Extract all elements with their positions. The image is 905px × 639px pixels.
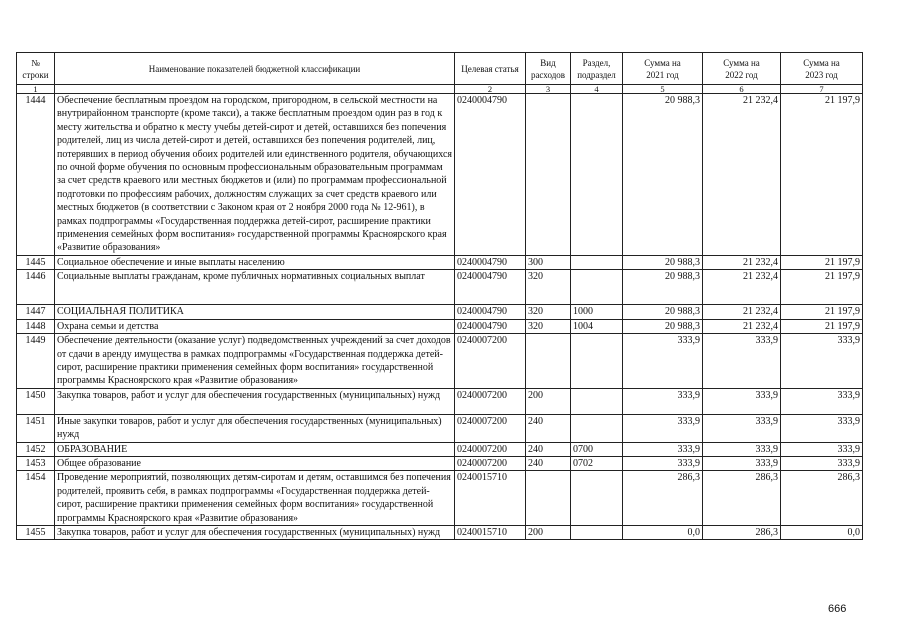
sum-2022-cell: 21 232,4 <box>703 319 781 333</box>
sum-2021-cell: 20 988,3 <box>623 255 703 269</box>
sum-2023-cell: 21 197,9 <box>781 319 863 333</box>
table-row <box>17 388 863 414</box>
sum-2021-cell: 333,9 <box>623 442 703 456</box>
sum-2022-cell: 333,9 <box>703 414 781 442</box>
header-sum-2022: Сумма на 2022 год <box>703 53 781 85</box>
sum-2021-cell: 333,9 <box>623 388 703 414</box>
col-number <box>55 85 455 94</box>
sum-2023-cell: 286,3 <box>781 471 863 526</box>
table-row <box>17 471 863 526</box>
table-header-row <box>17 53 863 85</box>
sum-2021-cell: 333,9 <box>623 334 703 389</box>
target-article-cell: 0240004790 <box>455 270 526 305</box>
sum-2022-cell: 333,9 <box>703 442 781 456</box>
sum-2023-cell: 333,9 <box>781 414 863 442</box>
sum-2021-cell: 333,9 <box>623 414 703 442</box>
indicator-name-cell: СОЦИАЛЬНАЯ ПОЛИТИКА <box>55 305 455 319</box>
row-number-cell: 1450 <box>17 388 55 414</box>
row-number-cell: 1455 <box>17 525 55 539</box>
header-target: Целевая статья <box>455 53 526 85</box>
row-number-cell: 1451 <box>17 414 55 442</box>
expense-type-cell: 200 <box>526 525 571 539</box>
col-number: 3 <box>526 85 571 94</box>
sum-2023-cell: 21 197,9 <box>781 305 863 319</box>
section-cell <box>571 388 623 414</box>
row-number-cell: 1447 <box>17 305 55 319</box>
target-article-cell: 0240007200 <box>455 334 526 389</box>
section-cell <box>571 255 623 269</box>
table-row <box>17 442 863 456</box>
target-article-cell: 0240007200 <box>455 456 526 470</box>
expense-type-cell: 320 <box>526 319 571 333</box>
section-cell <box>571 471 623 526</box>
table-row <box>17 319 863 333</box>
page-number: 666 <box>828 603 847 615</box>
target-article-cell: 0240004790 <box>455 255 526 269</box>
header-sum-2021: Сумма на 2021 год <box>623 53 703 85</box>
header-row-no: № строки <box>17 53 55 85</box>
indicator-name-cell: Проведение мероприятий, позволяющих детям-сиротам и детям, оставшимся без попечения родителей, проявить себя, в рамках подпрограммы «Государственная поддержка детей-сирот, расширение практики применения семейных форм воспитания» государственной программы Красноярского края «Развитие образования» <box>55 471 455 526</box>
sum-2022-cell: 286,3 <box>703 471 781 526</box>
sum-2022-cell: 333,9 <box>703 388 781 414</box>
sum-2021-cell: 333,9 <box>623 456 703 470</box>
sum-2022-cell: 286,3 <box>703 525 781 539</box>
indicator-name-cell: Социальные выплаты гражданам, кроме публичных нормативных социальных выплат <box>55 270 455 305</box>
target-article-cell: 0240015710 <box>455 525 526 539</box>
indicator-name-cell: ОБРАЗОВАНИЕ <box>55 442 455 456</box>
indicator-name-cell: Общее образование <box>55 456 455 470</box>
sum-2023-cell: 333,9 <box>781 334 863 389</box>
sum-2023-cell: 21 197,9 <box>781 255 863 269</box>
table-row <box>17 305 863 319</box>
row-number-cell: 1445 <box>17 255 55 269</box>
section-cell: 1000 <box>571 305 623 319</box>
section-cell <box>571 334 623 389</box>
col-number: 1 <box>17 85 55 94</box>
sum-2022-cell: 21 232,4 <box>703 94 781 256</box>
table-row <box>17 456 863 470</box>
section-cell <box>571 525 623 539</box>
column-numbers-row <box>17 85 863 94</box>
row-number-cell: 1444 <box>17 94 55 256</box>
table-row <box>17 525 863 539</box>
col-number: 7 <box>781 85 863 94</box>
col-number: 6 <box>703 85 781 94</box>
header-exp-type: Вид расходов <box>526 53 571 85</box>
section-cell: 0702 <box>571 456 623 470</box>
sum-2023-cell: 333,9 <box>781 456 863 470</box>
section-cell <box>571 94 623 256</box>
table-row <box>17 270 863 305</box>
expense-type-cell: 300 <box>526 255 571 269</box>
row-number-cell: 1454 <box>17 471 55 526</box>
sum-2022-cell: 21 232,4 <box>703 255 781 269</box>
indicator-name-cell: Иные закупки товаров, работ и услуг для обеспечения государственных (муниципальных) нужд <box>55 414 455 442</box>
section-cell <box>571 414 623 442</box>
expense-type-cell: 320 <box>526 270 571 305</box>
header-sum-2023: Сумма на 2023 год <box>781 53 863 85</box>
sum-2022-cell: 333,9 <box>703 456 781 470</box>
section-cell <box>571 270 623 305</box>
sum-2023-cell: 21 197,9 <box>781 270 863 305</box>
col-number: 4 <box>571 85 623 94</box>
section-cell: 1004 <box>571 319 623 333</box>
target-article-cell: 0240007200 <box>455 414 526 442</box>
target-article-cell: 0240004790 <box>455 305 526 319</box>
expense-type-cell: 240 <box>526 442 571 456</box>
sum-2022-cell: 21 232,4 <box>703 305 781 319</box>
target-article-cell: 0240004790 <box>455 319 526 333</box>
target-article-cell: 0240007200 <box>455 442 526 456</box>
indicator-name-cell: Обеспечение деятельности (оказание услуг) подведомственных учреждений за счет доходов от сдачи в аренду имущества в рамках подпрограммы «Государственная поддержка детей-сирот, расширение практики применения семейных форм воспитания» государственной программы Красноярского края «Развитие образования» <box>55 334 455 389</box>
target-article-cell: 0240015710 <box>455 471 526 526</box>
row-number-cell: 1448 <box>17 319 55 333</box>
section-cell: 0700 <box>571 442 623 456</box>
sum-2021-cell: 20 988,3 <box>623 94 703 256</box>
expense-type-cell <box>526 471 571 526</box>
indicator-name-cell: Обеспечение бесплатным проездом на городском, пригородном, в сельской местности на внутрирайонном транспорте (кроме такси), а также бесплатным проездом один раз в год к месту жительства и обратно к месту учебы детей-сирот и детей, оставшихся без попечения родителей, лиц из числа детей-сирот и детей, оставшихся без попечения родителей, лиц, потерявших в период обучения обоих родителей или единственного родителя, обучающихся по очной форме обучения по основным профессиональным образовательным программам за счет средств краевого или местных бюджетов и (или) по программам профессиональной подготовки по профессиям рабочих, должностям служащих за счет средств краевого или местных бюджетов (в соответствии с Законом края от 2 ноября 2000 года № 12-961), в рамках подпрограммы «Государственная поддержка детей-сирот, расширение практики применения семейных форм воспитания» государственной программы Красноярского края «Развитие образования» <box>55 94 455 256</box>
target-article-cell: 0240004790 <box>455 94 526 256</box>
header-name: Наименование показателей бюджетной классификации <box>55 53 455 85</box>
sum-2023-cell: 333,9 <box>781 442 863 456</box>
sum-2021-cell: 20 988,3 <box>623 305 703 319</box>
row-number-cell: 1449 <box>17 334 55 389</box>
indicator-name-cell: Закупка товаров, работ и услуг для обеспечения государственных (муниципальных) нужд <box>55 525 455 539</box>
sum-2022-cell: 21 232,4 <box>703 270 781 305</box>
table-row <box>17 255 863 269</box>
expense-type-cell: 240 <box>526 456 571 470</box>
sum-2021-cell: 20 988,3 <box>623 319 703 333</box>
expense-type-cell: 200 <box>526 388 571 414</box>
header-section: Раздел, подраздел <box>571 53 623 85</box>
sum-2023-cell: 21 197,9 <box>781 94 863 256</box>
col-number: 5 <box>623 85 703 94</box>
row-number-cell: 1453 <box>17 456 55 470</box>
indicator-name-cell: Социальное обеспечение и иные выплаты населению <box>55 255 455 269</box>
expense-type-cell <box>526 94 571 256</box>
sum-2023-cell: 0,0 <box>781 525 863 539</box>
sum-2022-cell: 333,9 <box>703 334 781 389</box>
indicator-name-cell: Закупка товаров, работ и услуг для обеспечения государственных (муниципальных) нужд <box>55 388 455 414</box>
col-number: 2 <box>455 85 526 94</box>
row-number-cell: 1446 <box>17 270 55 305</box>
target-article-cell: 0240007200 <box>455 388 526 414</box>
table-row <box>17 334 863 389</box>
sum-2021-cell: 286,3 <box>623 471 703 526</box>
sum-2023-cell: 333,9 <box>781 388 863 414</box>
sum-2021-cell: 0,0 <box>623 525 703 539</box>
budget-table <box>16 52 863 540</box>
row-number-cell: 1452 <box>17 442 55 456</box>
expense-type-cell: 320 <box>526 305 571 319</box>
expense-type-cell: 240 <box>526 414 571 442</box>
expense-type-cell <box>526 334 571 389</box>
table-row <box>17 414 863 442</box>
indicator-name-cell: Охрана семьи и детства <box>55 319 455 333</box>
sum-2021-cell: 20 988,3 <box>623 270 703 305</box>
table-row <box>17 94 863 256</box>
